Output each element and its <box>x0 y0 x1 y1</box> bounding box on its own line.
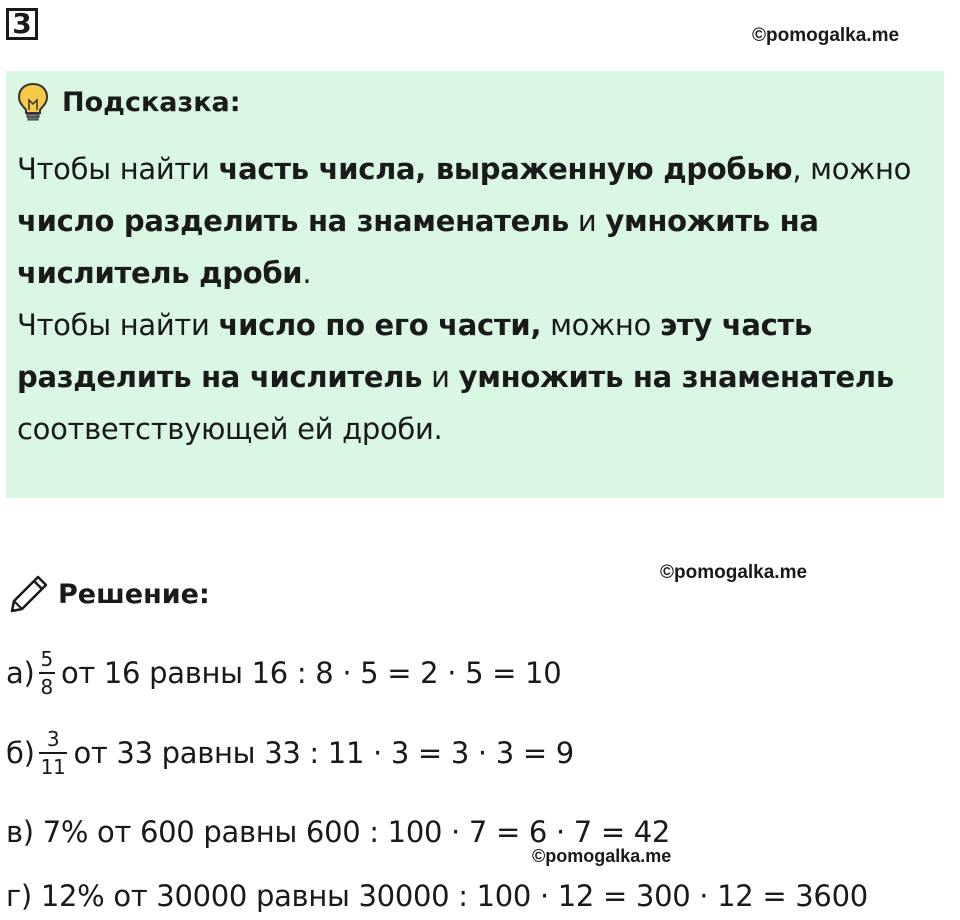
hint-paragraph-1 <box>17 143 937 299</box>
hint-p1-bold-1: часть числа, выраженную дробью <box>218 152 793 186</box>
hint-p1-text-3: и <box>568 204 606 238</box>
fraction-denominator: 8 <box>40 675 53 699</box>
hint-p1-text-2: , можно <box>792 152 912 186</box>
watermark: ©pomogalka.me <box>660 562 808 583</box>
hint-p2-bold-2: эту часть разделить на числитель <box>17 308 813 394</box>
fraction-numerator: 3 <box>46 727 60 751</box>
hint-p2-text-1: Чтобы найти <box>17 308 219 342</box>
line-d-text: г) 12% от 30000 равны 30000 : 100 · 12 = 300 · 12 = 3600 <box>6 879 868 913</box>
solution-line-d <box>6 876 868 916</box>
hint-header <box>16 80 241 124</box>
hint-p2-bold-1: число по его части, <box>218 308 542 342</box>
hint-p1-text-1: Чтобы найти <box>17 152 219 186</box>
fraction-denominator: 11 <box>40 755 66 779</box>
solution-line-b <box>6 728 574 778</box>
watermark: ©pomogalka.me <box>752 25 900 46</box>
solution-title: Решение: <box>58 578 210 610</box>
hint-p1-bold-3: умножить на числитель дроби <box>17 204 819 290</box>
line-b-text: от 33 равны 33 : 11 · 3 = 3 · 3 = 9 <box>73 736 574 770</box>
solution-header <box>8 572 210 616</box>
line-a-text: от 16 равны 16 : 8 · 5 = 2 · 5 = 10 <box>60 656 562 690</box>
fraction-bar <box>39 752 68 754</box>
lightbulb-icon <box>16 82 50 122</box>
fraction-5-8 <box>39 648 55 698</box>
line-b-label: б) <box>6 736 35 770</box>
line-c-text: в) 7% от 600 равны 600 : 100 · 7 = 6 · 7 = 42 <box>6 815 671 849</box>
fraction-bar <box>39 672 55 674</box>
hint-p1-text-4: . <box>302 256 312 290</box>
hint-p2-text-4: соответствующей ей дроби. <box>17 412 443 446</box>
hint-p2-text-3: и <box>422 360 459 394</box>
hint-p1-bold-2: число разделить на знаменатель <box>17 204 569 238</box>
solution-line-a <box>6 648 561 698</box>
hint-p2-bold-3: умножить на знаменатель <box>458 360 894 394</box>
pencil-icon <box>8 573 50 615</box>
hint-paragraph-2 <box>17 299 937 455</box>
task-number: 3 <box>6 8 38 40</box>
hint-text <box>17 143 937 455</box>
watermark: ©pomogalka.me <box>532 846 672 866</box>
hint-p2-text-2: можно <box>541 308 660 342</box>
fraction-3-11 <box>39 728 68 778</box>
line-a-label: а) <box>6 656 35 690</box>
fraction-numerator: 5 <box>40 647 53 671</box>
hint-title: Подсказка: <box>62 86 241 118</box>
